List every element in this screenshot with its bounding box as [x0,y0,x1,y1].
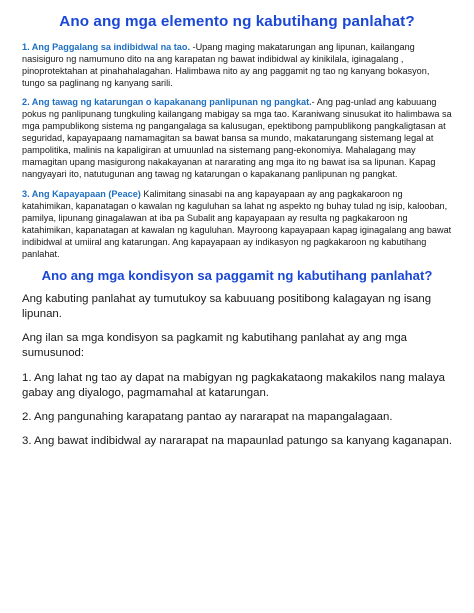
section-katarungan [22,96,452,180]
section-paggalang [22,41,452,89]
section-body: Kalimitang sinasabi na ang kapayapaan ay ang pagkakaroon ng katahimikan, kapanatagan o kawalan ng kaguluhan sa lahat ng aspekto ng buhay tulad ng isip, kalooban, pamilya, lipunang ginagalawan at iba pa Subalit ang kapayapaan ay resulta ng pagkakaroon ng katahimikan, kapanatagan at kawalan ng kaguluhan. Mayroong kapayapaan kapag iginagalang ang bawat indibidwal at umiiral ang katarungan. Ang kapayapaan ay indikasyon ng pagkakaroon ng kabutihang panlahat. [22,188,452,259]
paragraph: Ang kabuting panlahat ay tumutukoy sa kabuuang positibong kalagayan ng isang lipunan. [22,292,432,320]
list-item: 2. Ang pangunahing karapatang pantao ay nararapat na mapangalagaan. [22,411,393,424]
paragraph: Ang ilan sa mga kondisyon sa pagkamit ng kabutihang panlahat ay ang mga sumusunod: [22,332,408,360]
list-item: 1. Ang lahat ng tao ay dapat na mabigyan ng pagkakataong makakilos nang malaya gabay ang diyalogo, pagmamahal at katarungan. [22,371,446,399]
section-heading: 1. Ang Paggalang sa indibidwal na tao. [22,42,190,52]
page-title: Ano ang mga elemento ng kabutihang panlahat? [59,13,415,30]
section-heading: 3. Ang Kapayapaan (Peace) [22,188,141,199]
section-body: - Ang pag-unlad ang kabuuang pokus ng panlipunang tungkuling kailangang mabigay sa mga tao. Karaniwang sinusukat ito halimbawa sa mga pampublikong sistema ng pangangalaga sa kalusugan, epektibong pampublikong pangkaligtasan at seguridad, kapayapaang namamagitan sa bawat bansa sa mundo, makatarungang sistemang legal at pampolitika, malinis na kapaligiran at umuunlad na sistemang pang-ekonomiya. Mahalagang may mamagitan upang masigurong nakakayanan at nararating ang mga ito ng bawat isa sa lipunan. Kapag nangyayari ito, natutugunan ang tawag ng katarungan o kapakanang panlipunan ng pangkat. [22,97,452,180]
section-heading: 2. Ang tawag ng katarungan o kapakanang panlipunan ng pangkat. [22,97,312,108]
list-item: 3. Ang bawat indibidwal ay nararapat na mapaunlad patungo sa kanyang kaganapan. [22,435,453,448]
section-kapayapaan [22,188,452,260]
section-subtitle: Ano ang mga kondisyon sa paggamit ng kabutihang panlahat? [41,267,433,283]
section-body: -Upang maging makatarungan ang lipunan, kailangang nasisiguro ng namumuno dito na ang karapatan ng bawat indibidwal ay kinikilala, iginagalang , pinoprotektahan at pinahahalagahan. Halimbawa nito ay ang paggamit ng tao ng kanyang bokasyon, tungo sa paglinang ng kanyang sarili. [22,42,430,89]
